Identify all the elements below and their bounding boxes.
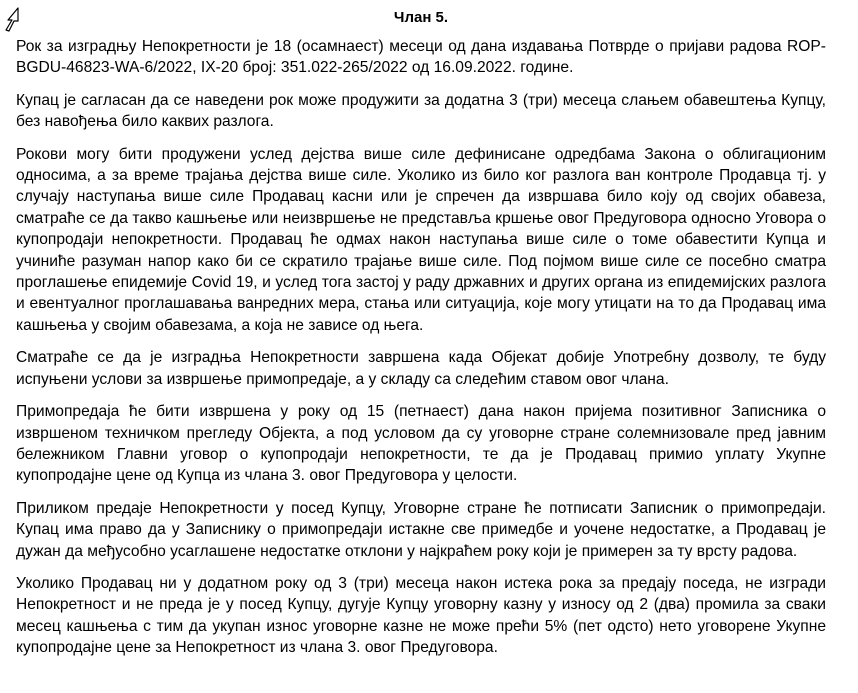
article-title: Члан 5. bbox=[393, 9, 449, 26]
paragraph-deadline-extension: Купац је сагласан да се наведени рок може продужити за додатна 3 (три) месеца слањем обавештења Купцу, без навођења било каквих разлога. bbox=[16, 91, 826, 131]
paragraph-contractual-penalty: Уколико Продавац ни у додатном року од 3 (три) месеца након истека рока за предају поседа, не изгради Непокретност и не преда је у посед Купцу, дугује Купцу уговорну казну у износу од 2 (два) промила за сваки месец кашњења с тим да укупан износ уговорне казне не може прећи 5% (пет одсто) нето уговорене Укупне купопродајне цене за Непокретност из члана 3. овог Предуговора. bbox=[16, 574, 826, 657]
paragraph-construction-deadline: Рок за изградњу Непокретности је 18 (осамнаест) месеци од дана издавања Потврде о пријави радова ROP-BGDU-46823-WA-6/2022, IX-20 број: 351.022-265/2022 од 16.09.2022. године. bbox=[16, 38, 826, 77]
paragraph-handover: Примопредаја ће бити извршена у року од 15 (петнаест) дана након пријема позитивног Записника о извршеном техничком прегледу Објекта, а под условом да су уговорне стране солемнизовале пред јавним бележником Главни уговор о купопродаји непокретности, те да је Продавац примио уплату Укупне купопродајне цене од Купца из члана 3. овог Предуговора у целости. bbox=[16, 403, 826, 485]
paragraph-completion: Сматраће се да је изградња Непокретности завршена када Објекат добије Употребну дозволу, те буду испуњени услови за извршење примопредаје, а у складу са следећим ставом овог члана. bbox=[16, 349, 826, 388]
paragraph-handover-record: Приликом предаје Непокретности у посед Купцу, Уговорне стране ће потписати Записник о примопредаји. Купац има право да у Записнику о примопредаји истакне све примедбе и уочене недостатке, а Продавац је дужан да међусобно усаглашене недостатке отклони у најкраћем року који је примерен за ту врсту радова. bbox=[16, 499, 826, 560]
document-body bbox=[16, 8, 826, 670]
paragraph-force-majeure: Рокови могу бити продужени услед дејства више силе дефинисане одредбама Закона о облигационим односима, а за време трајања дејства више силе. Уколико из било ког разлога ван контроле Продавца тј. у случају наступања више силе Продавац касни или је спречен да извршава било коју од својих обавеза, сматраће се да такво кашњење или неизвршење не представља кршење овог Предуговора односно Уговора о купопродаји непокретности. Продавац ће одмах након наступања више силе о томе обавестити Купца и учиниће разуман напор како би се скратило трајање више силе. Под појмом више силе се посебно сматра проглашење епидемије Covid 19, и услед тога застој у раду државних и других органа из епидемијских разлога и евентуалног проглашавања ванредних мера, стања или ситуација, које могу утицати на то да Продавац има кашњења у својим обавезама, а која не зависе од њега. bbox=[16, 145, 826, 334]
